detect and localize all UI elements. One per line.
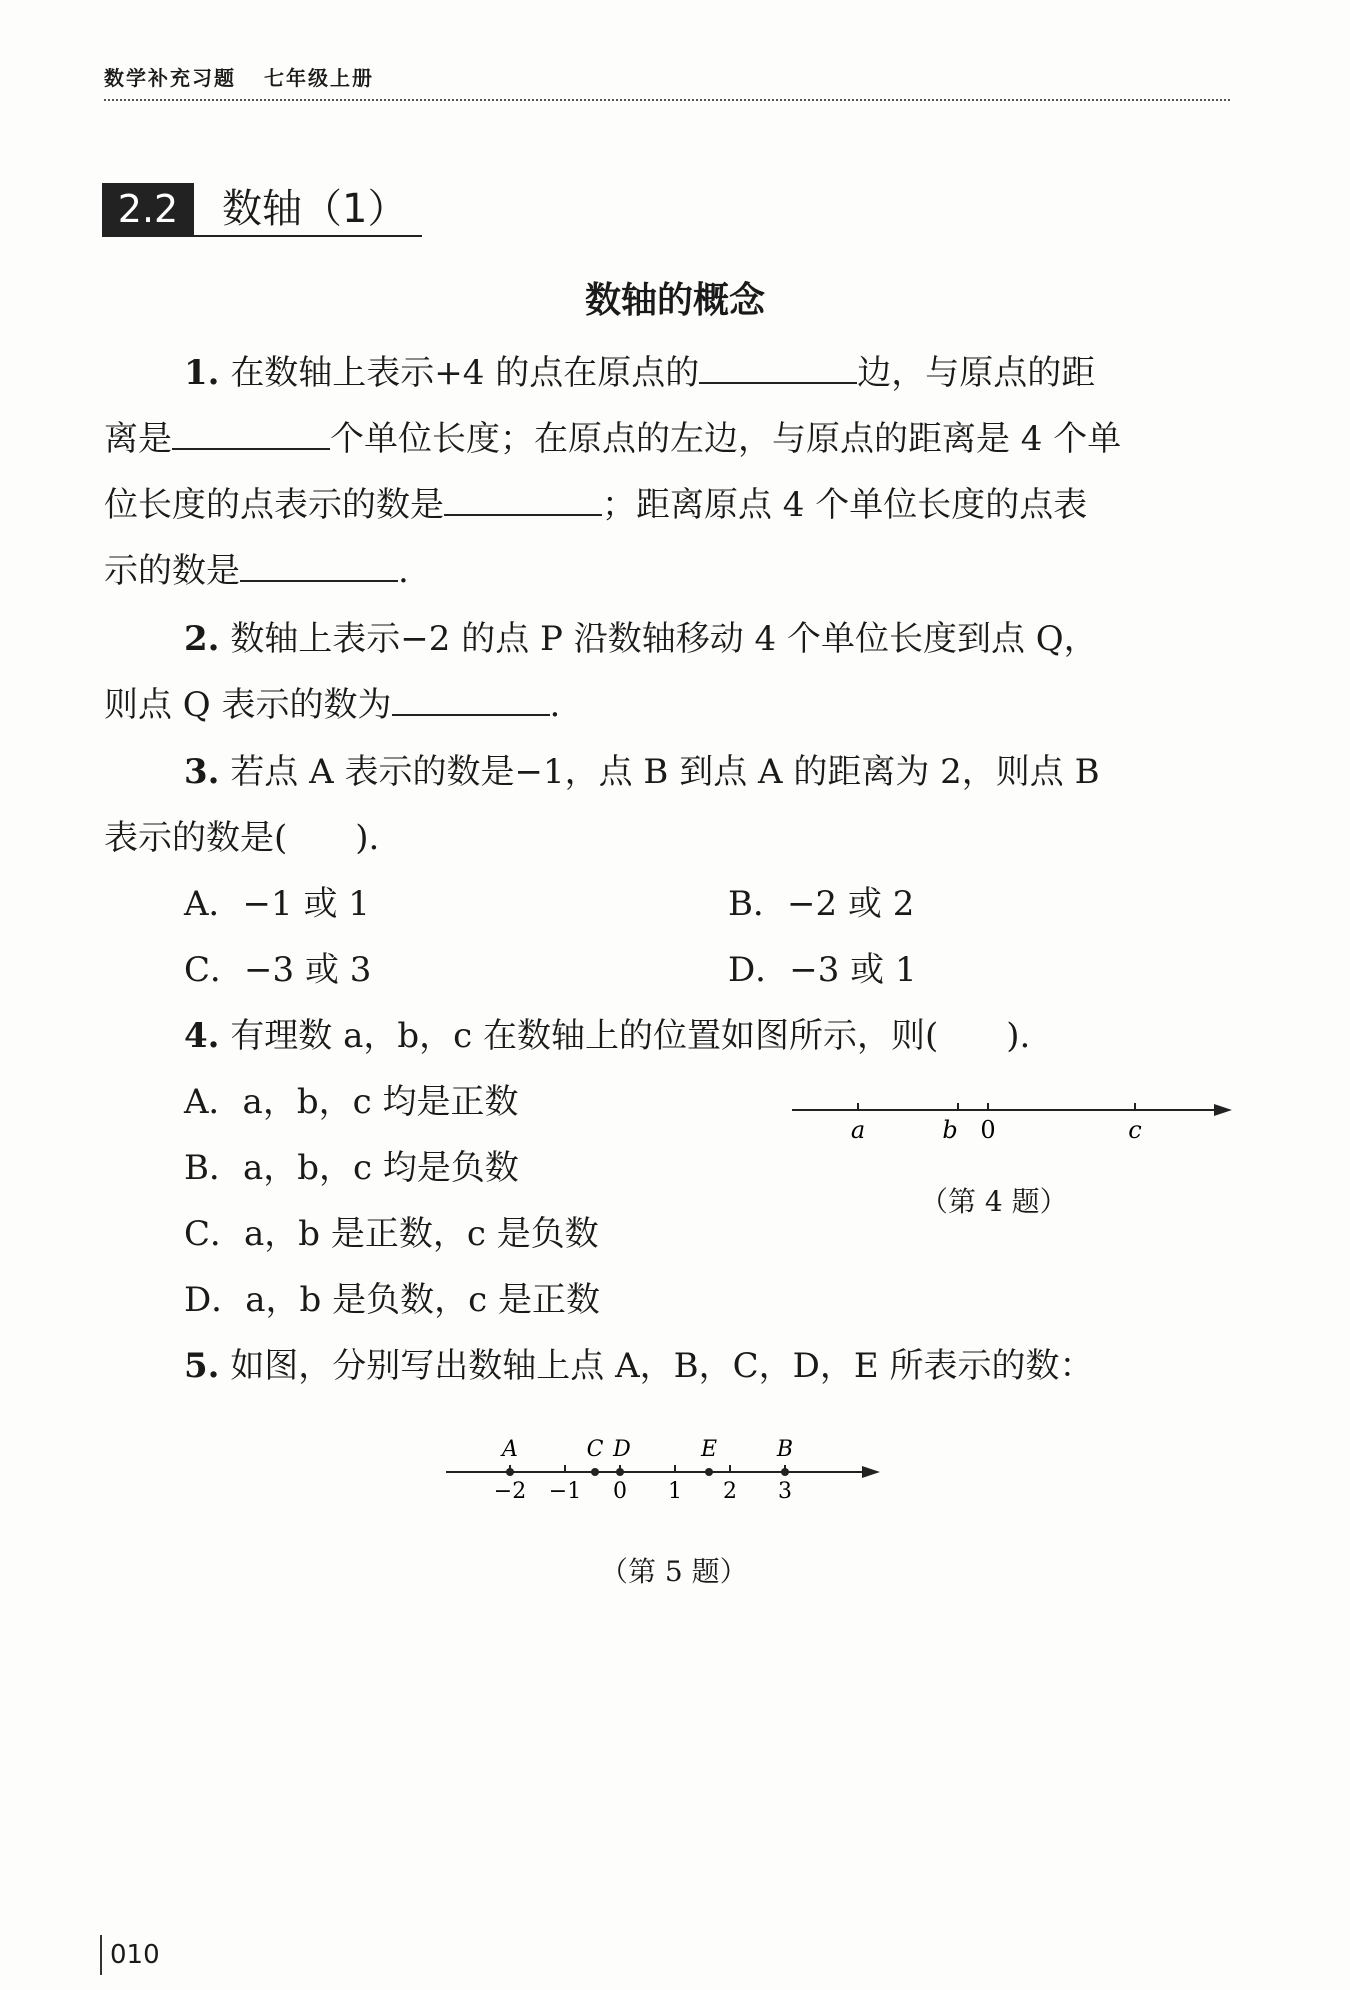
- q5-point-d: [616, 1468, 624, 1476]
- q5-point-a: [506, 1468, 514, 1476]
- page-number: 010: [100, 1935, 160, 1975]
- q2-blank[interactable]: [392, 684, 550, 716]
- q2-line-2: [104, 677, 560, 726]
- q1-line-1: [184, 345, 1095, 394]
- q3-option-c[interactable]: C．−3 或 3: [184, 950, 372, 990]
- q4-number: 4.: [184, 1016, 220, 1056]
- q1-blank-2[interactable]: [172, 418, 330, 450]
- q5-point-c: [591, 1468, 599, 1476]
- q4-figure-caption: （第 4 题）: [920, 1185, 1068, 1218]
- running-header: [104, 62, 1230, 101]
- q5-point-b: [781, 1468, 789, 1476]
- q1-line-2: [104, 411, 1121, 460]
- q5-tick-label-neg2: −2: [493, 1479, 527, 1504]
- q5-axis-arrow: [862, 1466, 880, 1478]
- subsection-title: 数轴的概念: [584, 280, 765, 321]
- q2-text-1: 数轴上表示−2 的点 P 沿数轴移动 4 个单位长度到点 Q，: [230, 619, 1098, 659]
- q4-stem: 有理数 a，b，c 在数轴上的位置如图所示，则( ).: [230, 1016, 1031, 1056]
- q1-text-4a: 示的数是: [104, 551, 240, 591]
- q4-label-b: b: [942, 1116, 958, 1144]
- q3-option-d[interactable]: D．−3 或 1: [728, 950, 917, 990]
- q5-tick-label-neg1: −1: [548, 1479, 582, 1504]
- section-title: 数轴（1）: [222, 186, 408, 232]
- q4-number-line: [780, 1090, 1240, 1150]
- q1-blank-1[interactable]: [699, 352, 857, 384]
- q4-label-0: 0: [980, 1116, 996, 1144]
- q1-text-4b: .: [398, 551, 409, 591]
- q5-figure-caption: （第 5 题）: [600, 1555, 748, 1588]
- q1-text-2a: 离是: [104, 419, 172, 459]
- q4-option-c[interactable]: C．a，b 是正数，c 是负数: [184, 1214, 599, 1254]
- q4-axis-arrow: [1214, 1104, 1232, 1116]
- q5-tick-label-2: 2: [723, 1479, 737, 1504]
- q1-text-1a: 在数轴上表示+4 的点在原点的: [230, 353, 700, 393]
- q3-number: 3.: [184, 752, 220, 792]
- section-heading: [102, 183, 422, 237]
- q5-stem: 如图，分别写出数轴上点 A，B，C，D，E 所表示的数：: [230, 1346, 1094, 1386]
- q4-option-b[interactable]: B．a，b，c 均是负数: [184, 1148, 519, 1188]
- q4-label-c: c: [1128, 1116, 1142, 1144]
- q5-label-d: D: [613, 1437, 631, 1462]
- q5-tick-label-1: 1: [668, 1479, 682, 1504]
- q2-text-2b: .: [549, 685, 561, 725]
- q1-line-4: [104, 543, 409, 592]
- q4-option-d[interactable]: D．a，b 是负数，c 是正数: [184, 1280, 600, 1320]
- q4-label-a: a: [850, 1116, 866, 1144]
- q1-text-1b: 边，与原点的距: [857, 353, 1096, 393]
- book-title: 数学补充习题: [104, 66, 236, 90]
- q1-text-3a: 位长度的点表示的数是: [104, 485, 444, 525]
- section-number: 2.2: [102, 183, 194, 235]
- q4-line-1: [184, 1008, 1030, 1057]
- q5-tick-label-0: 0: [613, 1479, 627, 1504]
- q1-blank-3[interactable]: [444, 484, 602, 516]
- q3-text-1: 若点 A 表示的数是−1，点 B 到点 A 的距离为 2，则点 B: [230, 752, 1100, 792]
- q2-number: 2.: [184, 619, 220, 659]
- q5-label-e: E: [700, 1437, 718, 1462]
- q5-label-c: C: [586, 1437, 604, 1462]
- grade-label: 七年级上册: [264, 66, 374, 90]
- q5-line-1: [184, 1338, 1094, 1387]
- q5-number-line: [440, 1428, 890, 1508]
- q1-number: 1.: [184, 353, 220, 393]
- q5-label-a: A: [502, 1437, 518, 1462]
- q3-option-a[interactable]: A．−1 或 1: [184, 884, 370, 924]
- q1-text-3b: ；距离原点 4 个单位长度的点表: [602, 485, 1088, 525]
- q5-label-b: B: [776, 1437, 794, 1462]
- q5-tick-label-3: 3: [778, 1479, 792, 1504]
- q1-line-3: [104, 477, 1087, 526]
- q3-line-2: 表示的数是( ).: [104, 818, 380, 858]
- q2-line-1: [184, 611, 1098, 660]
- q5-point-e: [705, 1468, 713, 1476]
- q4-option-a[interactable]: A．a，b，c 均是正数: [184, 1082, 519, 1122]
- q5-number: 5.: [184, 1346, 220, 1386]
- q3-option-b[interactable]: B．−2 或 2: [728, 884, 915, 924]
- q1-text-2b: 个单位长度；在原点的左边，与原点的距离是 4 个单: [330, 419, 1122, 459]
- q2-text-2a: 则点 Q 表示的数为: [104, 685, 392, 725]
- q3-line-1: [184, 744, 1100, 793]
- q1-blank-4[interactable]: [240, 550, 398, 582]
